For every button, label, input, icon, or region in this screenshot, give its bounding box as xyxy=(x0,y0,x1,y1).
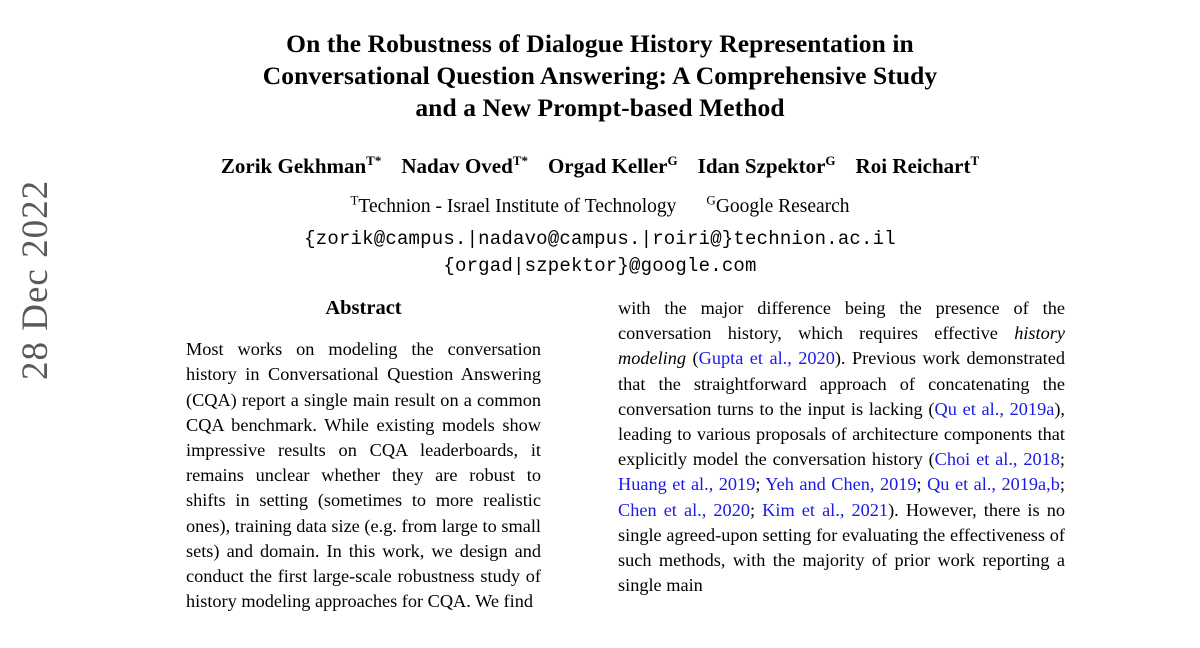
body-text: ; xyxy=(1059,449,1065,470)
body-text: with the major difference being the presence of the conversation history, which requires effective xyxy=(618,298,1065,344)
author-name: Roi Reichart xyxy=(855,154,971,178)
abstract-paragraph: Most works on modeling the conversation history in Conversational Question Answering (CQA) report a single main result on a common CQA benchmark. While existing models show impressive results on CQA leaderboards, it remains unclear whether they are robust to shifts in setting (sometimes to more realistic ones), training data size (e.g. from large to small sets) and domain. In this work, we design and conduct the first large-scale robustness study of history modeling approaches for CQA. We find xyxy=(186,339,541,612)
citation-link[interactable]: Choi et al., 2018 xyxy=(934,449,1060,470)
email-line-2: {orgad|szpektor}@google.com xyxy=(443,254,757,277)
author-entry xyxy=(548,148,678,179)
body-text: ( xyxy=(686,348,699,369)
two-column-body xyxy=(0,296,1200,648)
body-text: ; xyxy=(755,474,766,495)
affiliation-list xyxy=(0,188,1200,219)
affiliation-entry xyxy=(350,192,677,217)
author-list xyxy=(0,148,1200,179)
body-text: ). Previous work demonstrated that the straightforward approach of concatenating the conversation turns to the input is lacking ( xyxy=(618,348,1065,419)
citation-link[interactable]: Qu et al., 2019a,b xyxy=(927,474,1060,495)
title-line-2: Conversational Question Answering: A Comprehensive Study xyxy=(262,61,938,90)
author-affiliation-marker: G xyxy=(667,153,678,168)
citation-link[interactable]: Kim et al., 2021 xyxy=(762,499,889,520)
body-text: ), leading to various proposals of architecture components that explicitly model the conversation history ( xyxy=(618,398,1065,470)
affiliation-entry xyxy=(706,192,850,217)
author-entry xyxy=(401,148,528,179)
author-name: Orgad Keller xyxy=(547,154,668,178)
author-entry xyxy=(698,148,836,179)
author-affiliation-marker: T* xyxy=(512,153,528,168)
body-text: ; xyxy=(749,499,763,520)
citation-link[interactable]: Huang et al., 2019 xyxy=(618,474,756,495)
author-affiliation-marker: T* xyxy=(366,153,382,168)
abstract-body xyxy=(186,337,541,614)
right-column xyxy=(618,296,1065,598)
arxiv-date-stamp: 28 Dec 2022 xyxy=(15,179,56,380)
page-title xyxy=(0,0,1200,124)
body-text: ; xyxy=(916,474,928,495)
author-affiliation-marker: G xyxy=(825,153,836,168)
left-column xyxy=(186,296,541,614)
affiliation-marker: G xyxy=(706,192,716,207)
emphasized-text: history modeling xyxy=(618,323,1065,369)
title-line-1: On the Robustness of Dialogue History Representation in xyxy=(286,29,914,58)
author-emails xyxy=(0,226,1200,280)
author-name: Nadav Oved xyxy=(401,154,513,178)
citation-link[interactable]: Gupta et al., 2020 xyxy=(698,348,835,369)
abstract-heading: Abstract xyxy=(325,297,402,319)
body-text: ; xyxy=(1059,474,1065,495)
author-name: Zorik Gekhman xyxy=(220,154,367,178)
email-line-1: {zorik@campus.|nadavo@campus.|roiri@}technion.ac.il xyxy=(304,227,896,250)
intro-paragraph xyxy=(618,296,1065,598)
author-entry xyxy=(221,148,381,179)
citation-link[interactable]: Qu et al., 2019a xyxy=(934,398,1055,419)
title-line-3: and a New Prompt-based Method xyxy=(415,93,785,122)
citation-link[interactable]: Yeh and Chen, 2019 xyxy=(765,474,917,495)
body-text: ). However, there is no single agreed-upon setting for evaluating the effectiveness of such methods, with the majority of prior work reporting a single main xyxy=(618,499,1065,596)
affiliation-marker: T xyxy=(350,192,359,207)
author-entry xyxy=(856,148,980,179)
citation-link[interactable]: Chen et al., 2020 xyxy=(618,499,750,520)
author-name: Idan Szpektor xyxy=(697,154,826,178)
affiliation-name: Technion - Israel Institute of Technology xyxy=(358,195,677,217)
author-affiliation-marker: T xyxy=(970,153,980,168)
affiliation-name: Google Research xyxy=(715,195,850,217)
